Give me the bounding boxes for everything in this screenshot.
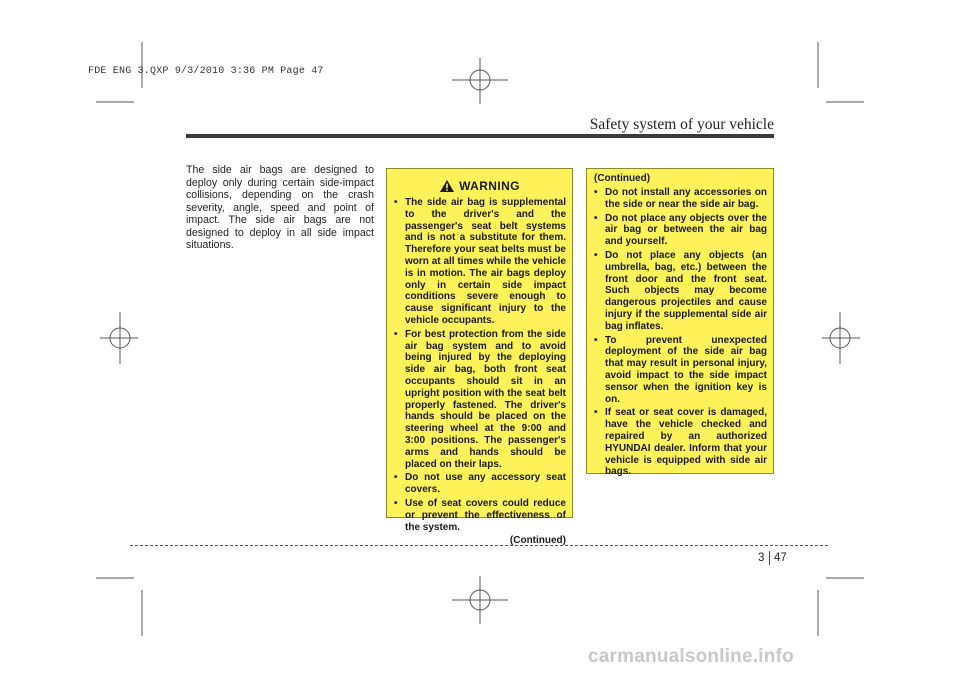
- list-item: [594, 213, 767, 248]
- warning-triangle-icon: [440, 180, 454, 192]
- warning-header: [394, 179, 566, 193]
- list-item-text: Use of seat covers could reduce or prevent the effectiveness of the system.: [405, 497, 566, 533]
- bullet-glyph: •: [594, 249, 598, 261]
- continued-list: [594, 187, 767, 478]
- list-item: [394, 329, 566, 471]
- list-item: [594, 407, 767, 478]
- continued-label: (Continued): [594, 173, 651, 184]
- section-title: Safety system of your vehicle: [589, 116, 774, 133]
- bullet-glyph: •: [594, 407, 598, 419]
- body-paragraph-text: The side air bags are designed to deploy only during certain side-impact collisions, depending on the crash severity, angle, speed and point of impact. The side air bags are not designed to deploy in all side impact situations.: [186, 164, 374, 251]
- print-info-slug: FDE ENG 3.QXP 9/3/2010 3:36 PM Page 47: [88, 66, 324, 77]
- list-item: [594, 250, 767, 333]
- list-item-text: For best protection from the side air bag system and to avoid being injured by the deploying side air bag, both front seat occupants should sit in an upright position with the seat belt properly fastened. The driver's hands should be placed on the steering wheel at the 9:00 and 3:00 positions. The passenger's arms and hands should be placed on their laps.: [405, 328, 566, 470]
- list-item-text: Do not place any objects (an umbrella, bag, etc.) between the front door and the front seat. Such objects may become dangerous projectiles and cause injury if the supplemental side air bag inflates.: [605, 249, 767, 332]
- watermark: carmanualsonline.info: [588, 646, 794, 667]
- title-rule: [186, 134, 774, 138]
- bullet-glyph: •: [394, 328, 398, 340]
- warning-box: [386, 168, 573, 547]
- body-paragraph: [186, 164, 374, 252]
- bullet-glyph: •: [394, 472, 398, 484]
- page-number: 47: [774, 552, 787, 564]
- warning-title: WARNING: [459, 179, 520, 193]
- list-item-text: Do not use any accessory seat covers.: [405, 472, 566, 496]
- warning-list: [394, 197, 566, 533]
- list-item-text: Do not place any objects over the air bag or between the air bag and yourself.: [605, 212, 767, 248]
- bullet-glyph: •: [394, 497, 398, 509]
- continued-warning-box: [586, 168, 774, 478]
- chapter-number: 3: [758, 552, 765, 564]
- list-item: [394, 472, 566, 496]
- list-item-text: The side air bag is supplemental to the driver's and the passenger's seat belt systems and is not a substitute for them. Therefore your seat belts must be worn at all times while the vehicle is in motion. The air bags deploy only in certain side impact conditions severe enough to cause significant injury to the vehicle occupants.: [405, 197, 566, 326]
- list-item: [394, 498, 566, 533]
- list-item-text: Do not install any accessories on the side or near the side air bag.: [605, 187, 767, 210]
- bullet-glyph: •: [394, 197, 398, 208]
- bullet-glyph: •: [594, 187, 598, 198]
- list-item-text: If seat or seat cover is damaged, have the vehicle checked and repaired by an authorized HYUNDAI dealer. Inform that your vehicle is equipped with side air bags.: [605, 407, 767, 478]
- bullet-glyph: •: [594, 212, 598, 224]
- continued-label: (Continued): [509, 535, 566, 547]
- page-number-divider: [769, 551, 770, 565]
- list-item: [394, 197, 566, 327]
- list-item-text: To prevent unexpected deployment of the side air bag that may result in personal injury, avoid impact to the side impact sensor when the ignition key is on.: [605, 334, 767, 405]
- footer-rule: [130, 545, 828, 546]
- bullet-glyph: •: [594, 334, 598, 346]
- list-item: [594, 335, 767, 406]
- list-item: [594, 187, 767, 211]
